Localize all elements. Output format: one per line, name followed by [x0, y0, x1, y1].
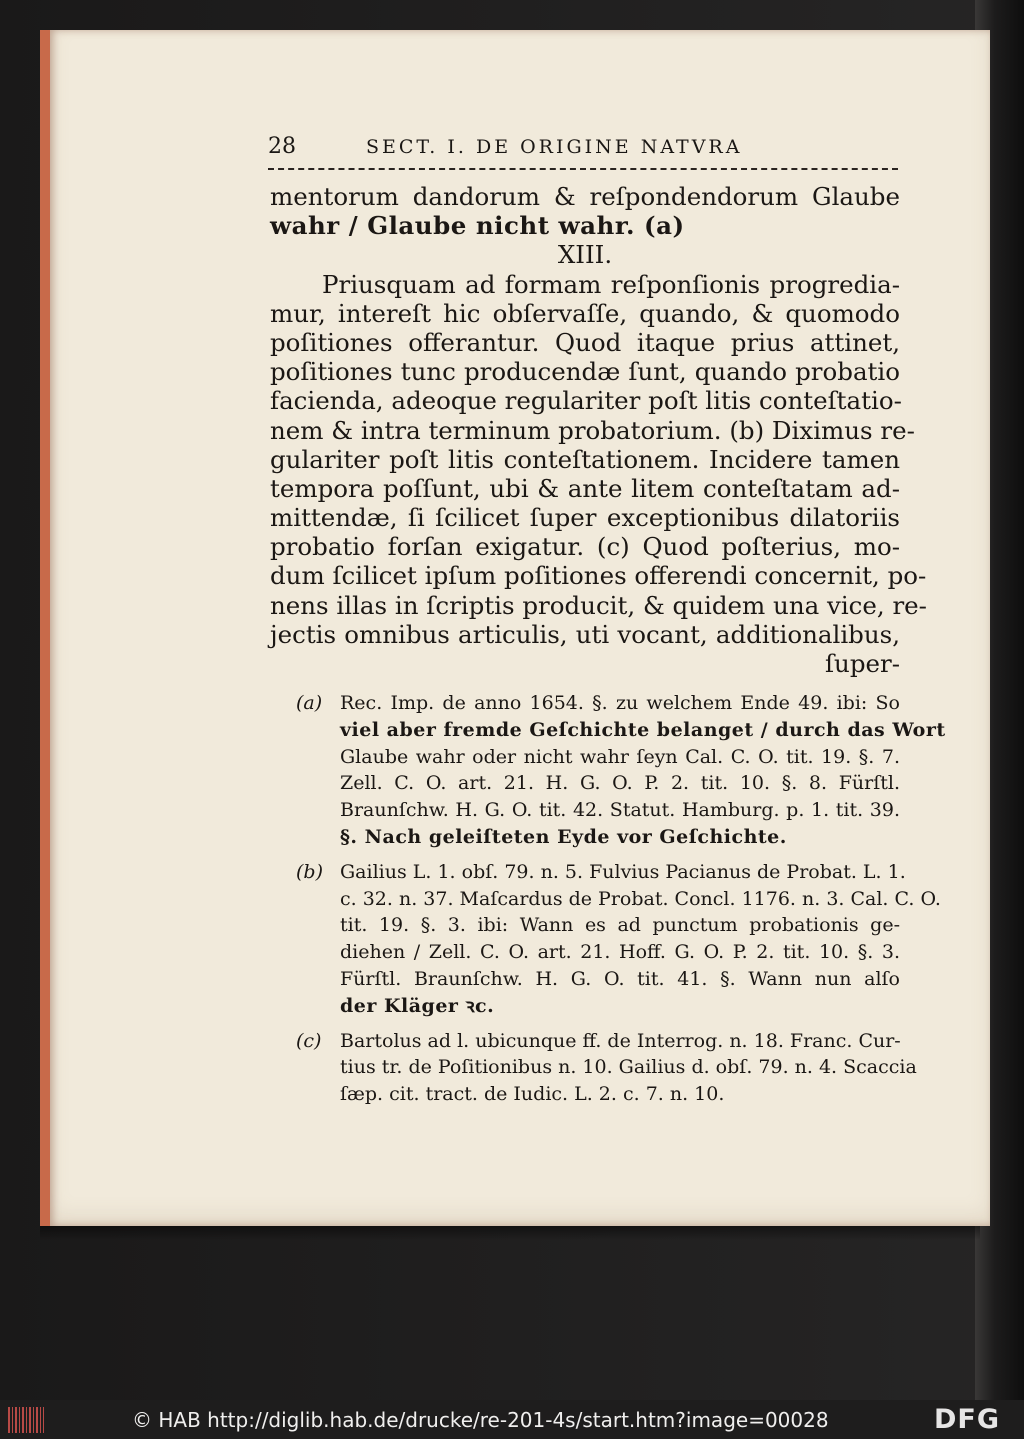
body-line: jectis omnibus articulis, uti vocant, additionalibus, — [270, 619, 900, 649]
dfg-logo: DFG — [934, 1404, 1001, 1435]
barcode-icon — [8, 1407, 44, 1433]
body-line: mur, intereſt hic obſervaſſe, quando, & quomodo — [270, 298, 900, 328]
body-text — [270, 182, 927, 678]
footnote-marker: (b) — [296, 860, 323, 883]
footnote-line: der Kläger ꝛc. — [340, 994, 495, 1017]
body-line: tempora poſſunt, ubi & ante litem conteſtatam ad- — [270, 473, 900, 503]
footnote-marker: (a) — [296, 692, 323, 714]
section-number: XIII. — [557, 240, 613, 270]
body-line: nens illas in ſcriptis producit, & quidem una vice, re- — [270, 590, 927, 620]
footnote-line: tit. 19. §. 3. ibi: Wann es ad punctum probationis ge- — [340, 914, 900, 937]
footnote-line: ſæp. cit. tract. de Iudic. L. 2. c. 7. n. 10. — [340, 1083, 725, 1106]
head-rule — [268, 168, 898, 170]
body-line: probatio forſan exigatur. (c) Quod poſterius, mo- — [270, 532, 900, 562]
copyright-link[interactable]: © HAB http://diglib.hab.de/drucke/re-201-4s/start.htm?image=00028 — [132, 1408, 829, 1432]
footnote-line: diehen / Zell. C. O. art. 21. Hoff. G. O. P. 2. tit. 10. §. 3. — [340, 941, 900, 964]
body-line: poſitiones tunc producendæ ſunt, quando probatio — [270, 357, 900, 387]
footnote-line: Zell. C. O. art. 21. H. G. O. P. 2. tit. 10. §. 8. Fürſtl. — [340, 772, 900, 795]
running-head-title: SECT. I. DE ORIGINE NATVRA — [366, 136, 743, 158]
body-line: gulariter poſt litis conteſtationem. Incidere tamen — [270, 444, 900, 474]
footnote-line: Glaube wahr oder nicht wahr ſeyn Cal. C. O. tit. 19. §. 7. — [340, 745, 900, 768]
footnote-line: Rec. Imp. de anno 1654. §. zu welchem Ende 49. ibi: So — [340, 692, 900, 714]
body-line: Priusquam ad formam reſponſionis progredia- — [322, 269, 900, 299]
body-line: poſitiones offerantur. Quod itaque prius attinet, — [270, 327, 900, 357]
footnotes — [296, 690, 946, 1116]
footnote-line: viel aber fremde Geſchichte belanget / durch das Wort — [340, 718, 946, 741]
footer-bar — [0, 1400, 1024, 1439]
footnote-c — [296, 1028, 917, 1108]
footnote-a — [296, 690, 946, 851]
footnote-line: Gailius L. 1. obſ. 79. n. 5. Fulvius Pacianus de Probat. L. 1. — [340, 860, 906, 883]
body-line: mentorum dandorum & reſpondendorum Glaube — [270, 182, 900, 211]
page-shadow — [40, 1226, 980, 1240]
footnote-line: Braunſchw. H. G. O. tit. 42. Statut. Hamburg. p. 1. tit. 39. — [340, 799, 900, 822]
running-head — [268, 134, 898, 164]
footnote-b — [296, 859, 941, 1020]
footnote-line: §. Nach geleiſteten Eyde vor Geſchichte. — [340, 825, 787, 848]
body-line: mittendæ, ſi ſcilicet ſuper exceptionibus dilatoriis — [270, 503, 900, 533]
footnote-line: Bartolus ad l. ubicunque ff. de Interrog. n. 18. Franc. Cur- — [340, 1029, 901, 1052]
body-line: nem & intra terminum probatorium. (b) Diximus re- — [270, 415, 915, 445]
body-line: wahr / Glaube nicht wahr. (a) — [270, 211, 685, 241]
footnote-line: tius tr. de Poſitionibus n. 10. Gailius d. obſ. 79. n. 4. Scaccia — [340, 1056, 917, 1079]
footnote-marker: (c) — [296, 1029, 322, 1052]
body-line: facienda, adeoque regulariter poſt litis conteſtatio- — [270, 386, 902, 416]
footnote-line: Fürſtl. Braunſchw. H. G. O. tit. 41. §. Wann nun alſo — [340, 967, 900, 990]
footnote-line: c. 32. n. 37. Maſcardus de Probat. Concl. 1176. n. 3. Cal. C. O. — [340, 887, 941, 910]
page-number: 28 — [268, 134, 296, 159]
catchword: ſuper- — [824, 649, 900, 678]
body-line: dum ſcilicet ipſum poſitiones offerendi concernit, po- — [270, 561, 927, 591]
